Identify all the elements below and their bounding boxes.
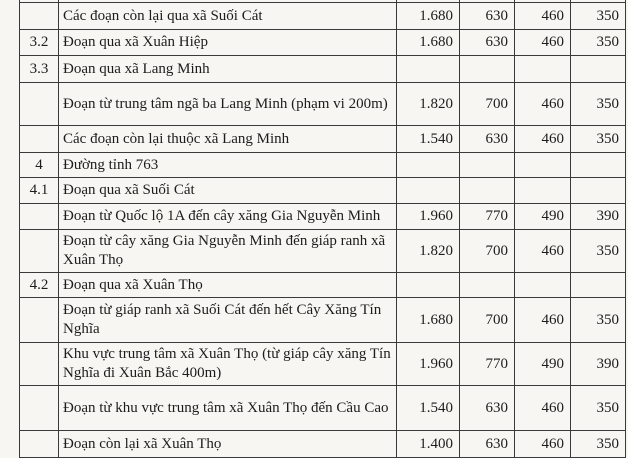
price-2: 700 [460, 298, 515, 343]
price-2: 700 [460, 230, 515, 273]
price-2: 770 [460, 204, 515, 230]
price-4: 390 [571, 204, 626, 230]
table-row [20, 204, 626, 230]
price-1 [397, 273, 460, 298]
table-row [20, 431, 626, 458]
row-number [20, 83, 59, 126]
road-segment: Đoạn còn lại xã Xuân Thọ [59, 431, 397, 458]
price-1: 1.820 [397, 83, 460, 126]
road-segment: Đoạn từ trung tâm ngã ba Lang Minh (phạm vi 200m) [59, 83, 397, 126]
row-number: 3.2 [20, 30, 59, 56]
road-segment: Đoạn từ Quốc lộ 1A đến cây xăng Gia Nguyễn Minh [59, 204, 397, 230]
table-row [20, 56, 626, 83]
price-1: 1.820 [397, 230, 460, 273]
price-1 [397, 178, 460, 204]
price-table [19, 0, 626, 458]
price-4: 350 [571, 298, 626, 343]
price-3: 460 [515, 126, 571, 153]
price-2: 630 [460, 30, 515, 56]
price-2 [460, 273, 515, 298]
price-4 [571, 153, 626, 178]
row-number: 4.1 [20, 178, 59, 204]
price-1: 1.680 [397, 30, 460, 56]
row-number [20, 204, 59, 230]
table-row [20, 230, 626, 273]
price-4: 350 [571, 386, 626, 431]
price-4: 350 [571, 3, 626, 30]
price-1 [397, 56, 460, 83]
table-row [20, 126, 626, 153]
price-4 [571, 178, 626, 204]
price-1: 1.960 [397, 343, 460, 386]
road-segment: Các đoạn còn lại qua xã Suối Cát [59, 3, 397, 30]
price-3 [515, 153, 571, 178]
table-row [20, 386, 626, 431]
row-number: 4.2 [20, 273, 59, 298]
price-4: 390 [571, 343, 626, 386]
price-3: 460 [515, 431, 571, 458]
price-2: 770 [460, 343, 515, 386]
table-row [20, 153, 626, 178]
road-segment: Đoạn qua xã Suối Cát [59, 178, 397, 204]
row-number [20, 386, 59, 431]
price-2 [460, 56, 515, 83]
row-number [20, 126, 59, 153]
price-2: 630 [460, 3, 515, 30]
price-1: 1.540 [397, 386, 460, 431]
price-2: 630 [460, 431, 515, 458]
row-number [20, 431, 59, 458]
price-4: 350 [571, 230, 626, 273]
price-2 [460, 153, 515, 178]
price-3: 460 [515, 230, 571, 273]
table-row [20, 3, 626, 30]
price-4: 350 [571, 126, 626, 153]
price-4: 350 [571, 30, 626, 56]
table-row [20, 83, 626, 126]
price-4: 350 [571, 83, 626, 126]
price-3: 460 [515, 30, 571, 56]
price-3 [515, 178, 571, 204]
price-2: 630 [460, 386, 515, 431]
row-number: 4 [20, 153, 59, 178]
price-2 [460, 178, 515, 204]
road-segment: Đoạn từ giáp ranh xã Suối Cát đến hết Cây Xăng Tín Nghĩa [59, 298, 397, 343]
table-row [20, 30, 626, 56]
price-1 [397, 153, 460, 178]
price-3: 490 [515, 204, 571, 230]
road-segment: Đoạn từ khu vực trung tâm xã Xuân Thọ đến Cầu Cao [59, 386, 397, 431]
road-segment: Khu vực trung tâm xã Xuân Thọ (từ giáp cây xăng Tín Nghĩa đi Xuân Bắc 400m) [59, 343, 397, 386]
price-1: 1.960 [397, 204, 460, 230]
road-segment: Đoạn qua xã Lang Minh [59, 56, 397, 83]
price-3: 460 [515, 83, 571, 126]
price-2: 700 [460, 83, 515, 126]
price-1: 1.680 [397, 298, 460, 343]
price-3: 490 [515, 343, 571, 386]
road-segment: Đường tỉnh 763 [59, 153, 397, 178]
table-row [20, 273, 626, 298]
row-number [20, 3, 59, 30]
road-segment: Đoạn qua xã Xuân Thọ [59, 273, 397, 298]
price-1: 1.540 [397, 126, 460, 153]
table-row [20, 343, 626, 386]
road-segment: Đoạn qua xã Xuân Hiệp [59, 30, 397, 56]
table-row [20, 298, 626, 343]
row-number [20, 343, 59, 386]
table-row [20, 178, 626, 204]
row-number [20, 298, 59, 343]
row-number [20, 230, 59, 273]
row-number: 3.3 [20, 56, 59, 83]
price-3 [515, 56, 571, 83]
price-4 [571, 56, 626, 83]
price-1: 1.680 [397, 3, 460, 30]
road-segment: Các đoạn còn lại thuộc xã Lang Minh [59, 126, 397, 153]
price-4: 350 [571, 431, 626, 458]
price-3: 460 [515, 298, 571, 343]
price-3: 460 [515, 386, 571, 431]
road-segment: Đoạn từ cây xăng Gia Nguyễn Minh đến giáp ranh xã Xuân Thọ [59, 230, 397, 273]
price-3: 460 [515, 3, 571, 30]
price-3 [515, 273, 571, 298]
price-4 [571, 273, 626, 298]
price-1: 1.400 [397, 431, 460, 458]
price-2: 630 [460, 126, 515, 153]
